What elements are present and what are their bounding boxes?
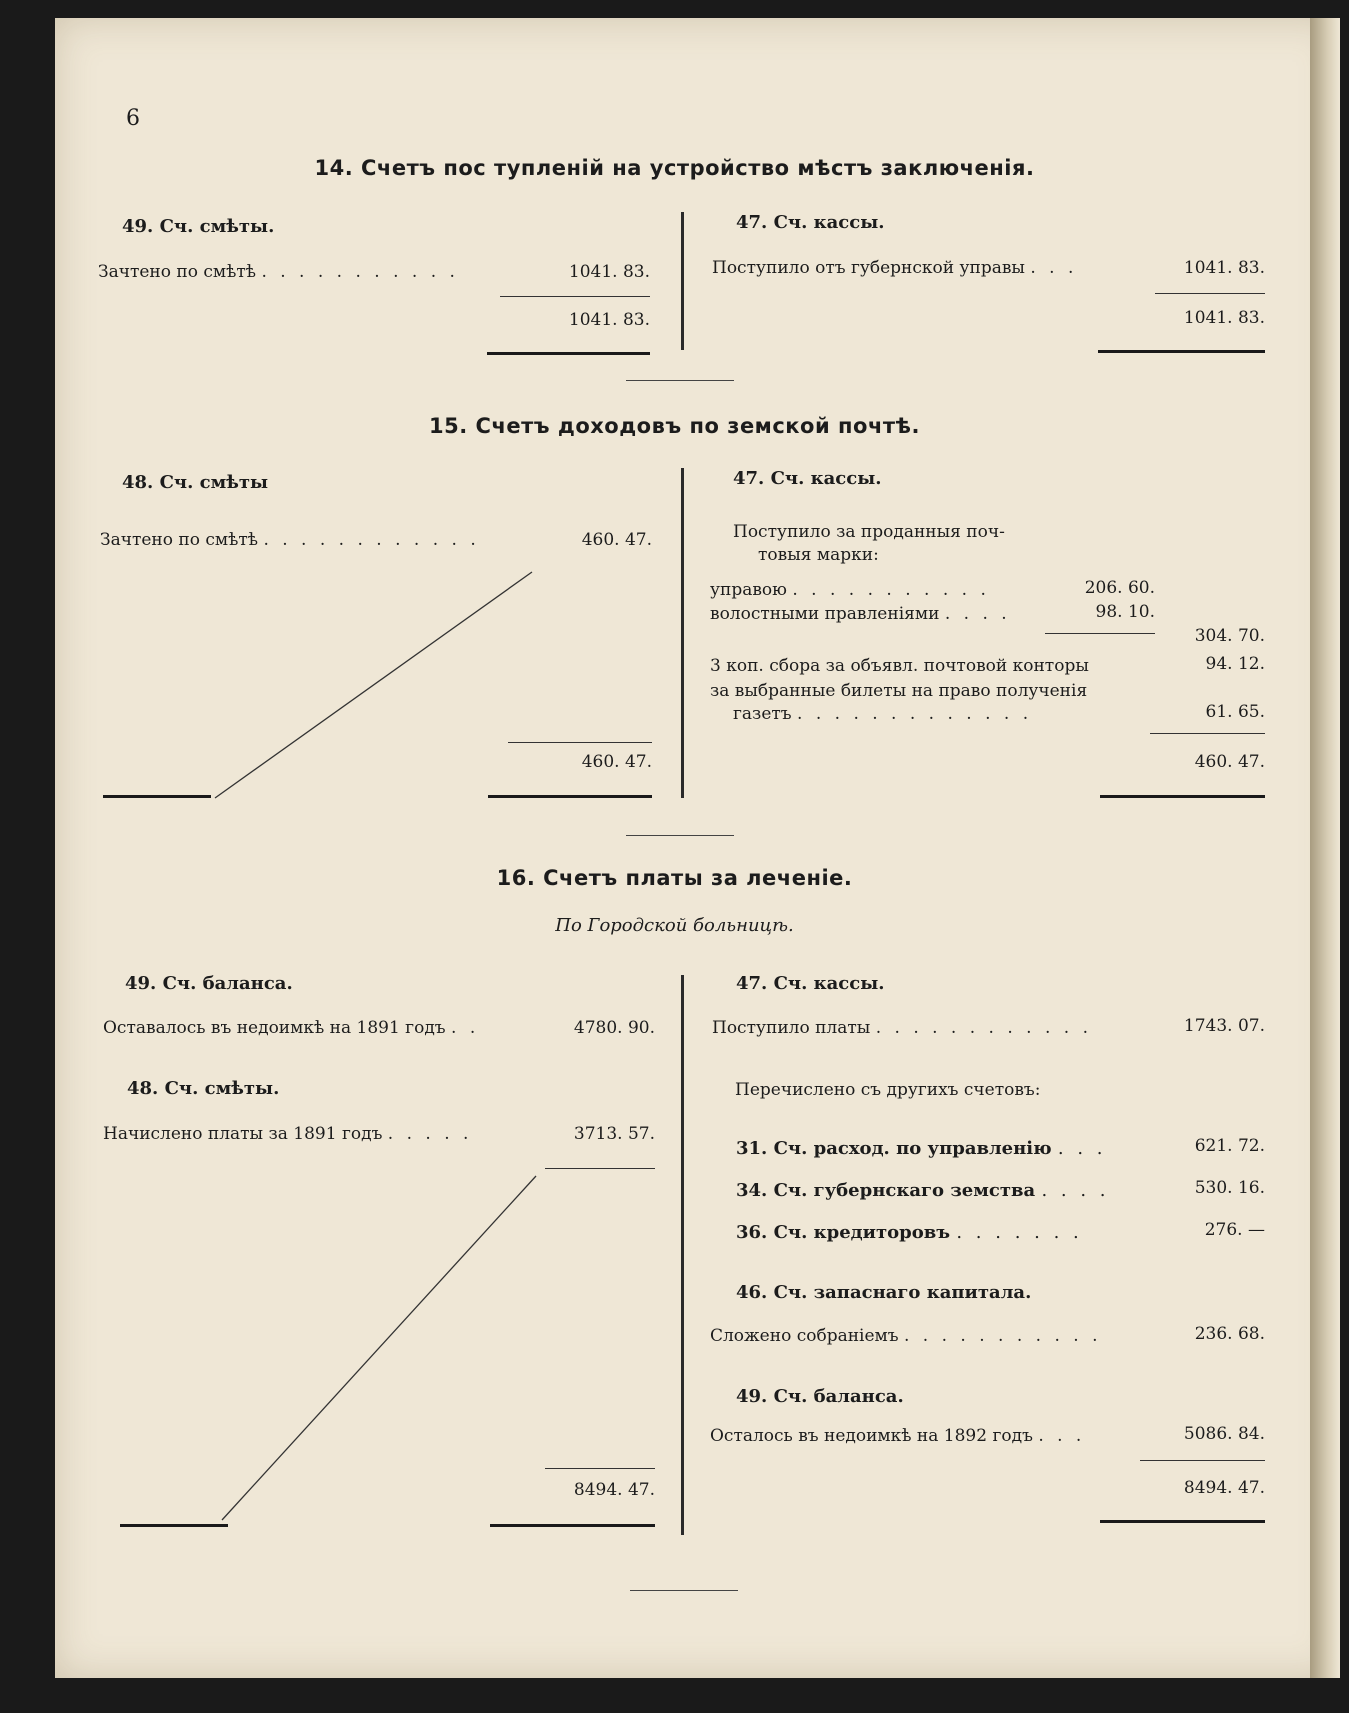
s15-row3a: за выбранные билеты на право полученія bbox=[710, 681, 1088, 701]
s16-left-head2: 48. Сч. смѣты. bbox=[127, 1078, 280, 1099]
s16-right-row4: 36. Сч. кредиторовъ . . . . . . . bbox=[736, 1222, 1083, 1243]
s16-right-head3: 46. Сч. запаснаго капитала. bbox=[736, 1282, 1032, 1303]
s16-right-row5: Сложено собраніемъ . . . . . . . . . . . bbox=[710, 1326, 1102, 1346]
s16-right-total: 8494. 47. bbox=[1183, 1478, 1265, 1498]
s16-left-rule bbox=[545, 1468, 655, 1469]
s14-right-total: 1041. 83. bbox=[1183, 308, 1265, 328]
s16-right-head2: Перечислено съ другихъ счетовъ: bbox=[735, 1080, 1041, 1100]
s15-right-head: 47. Сч. кассы. bbox=[733, 468, 882, 489]
s16-left-row2: Начислено платы за 1891 годъ . . . . . bbox=[103, 1124, 473, 1144]
s15-sub2: волостными правленіями . . . . bbox=[710, 604, 1011, 624]
s16-right-amount2: 621. 72. bbox=[1194, 1136, 1265, 1156]
s16-right-head1: 47. Сч. кассы. bbox=[736, 973, 885, 994]
s16-right-amount1: 1743. 07. bbox=[1183, 1016, 1265, 1036]
s16-left-amount2: 3713. 57. bbox=[573, 1124, 655, 1144]
s14-left-total: 1041. 83. bbox=[568, 310, 650, 330]
s15-sub1-amount: 206. 60. bbox=[1084, 578, 1155, 598]
section-16-title: 16. Счетъ платы за леченіе. bbox=[496, 866, 853, 890]
s15-intro-line1: Поступило за проданныя поч- bbox=[733, 522, 1005, 542]
s15-sum1: 304. 70. bbox=[1194, 626, 1265, 646]
s15-intro-line2: товыя марки: bbox=[758, 545, 879, 565]
s16-right-amount3: 530. 16. bbox=[1194, 1178, 1265, 1198]
s14-right-amount: 1041. 83. bbox=[1183, 258, 1265, 278]
s16-separator bbox=[630, 1590, 738, 1591]
s15-row3-amount: 61. 65. bbox=[1205, 702, 1265, 722]
s14-left-row: Зачтено по смѣтѣ . . . . . . . . . . . bbox=[98, 262, 459, 282]
s16-left-double-rule bbox=[490, 1524, 655, 1527]
s16-right-rule bbox=[1140, 1460, 1265, 1461]
s14-right-head: 47. Сч. кассы. bbox=[736, 212, 885, 233]
s14-left-amount: 1041. 83. bbox=[568, 262, 650, 282]
s16-right-head4: 49. Сч. баланса. bbox=[736, 1386, 904, 1407]
s15-left-total: 460. 47. bbox=[581, 752, 652, 772]
s16-left-total: 8494. 47. bbox=[573, 1480, 655, 1500]
s16-right-double-rule bbox=[1100, 1520, 1265, 1523]
s15-row3b: газетъ . . . . . . . . . . . . . bbox=[733, 704, 1033, 724]
s15-left-head: 48. Сч. смѣты bbox=[122, 472, 269, 493]
s14-left-head: 49. Сч. смѣты. bbox=[122, 216, 275, 237]
s16-right-row1: Поступило платы . . . . . . . . . . . . bbox=[712, 1018, 1092, 1038]
s16-left-amount1: 4780. 90. bbox=[573, 1018, 655, 1038]
s15-right-total: 460. 47. bbox=[1194, 752, 1265, 772]
s16-left-underline bbox=[120, 1524, 228, 1527]
section-16-subtitle: По Городской больницѣ. bbox=[555, 915, 794, 936]
s16-right-amount6: 5086. 84. bbox=[1183, 1424, 1265, 1444]
s16-right-row3: 34. Сч. губернскаго земства . . . . bbox=[736, 1180, 1110, 1201]
s15-sub2-amount: 98. 10. bbox=[1095, 602, 1155, 622]
s16-left-head1: 49. Сч. баланса. bbox=[125, 973, 293, 994]
s15-left-amount: 460. 47. bbox=[581, 530, 652, 550]
s15-sub1: управою . . . . . . . . . . . bbox=[710, 580, 990, 600]
s16-left-row1: Оставалось въ недоимкѣ на 1891 годъ . . bbox=[103, 1018, 480, 1038]
s16-right-row6: Осталось въ недоимкѣ на 1892 годъ . . . bbox=[710, 1426, 1086, 1446]
section-14-title: 14. Счетъ пос тупленій на устройство мѣстъ заключенія. bbox=[314, 156, 1035, 180]
s15-left-row: Зачтено по смѣтѣ . . . . . . . . . . . . bbox=[100, 530, 480, 550]
s16-right-row2: 31. Сч. расход. по управленію . . . bbox=[736, 1138, 1107, 1159]
s16-right-amount5: 236. 68. bbox=[1194, 1324, 1265, 1344]
page-number: 6 bbox=[126, 106, 140, 131]
s14-right-row: Поступило отъ губернской управы . . . bbox=[712, 258, 1078, 278]
s16-right-amount4: 276. — bbox=[1204, 1220, 1265, 1240]
s15-row2-amount: 94. 12. bbox=[1205, 654, 1265, 674]
s15-row2: 3 коп. сбора за объявл. почтовой конторы bbox=[710, 656, 1089, 676]
section-15-title: 15. Счетъ доходовъ по земской почтѣ. bbox=[429, 414, 920, 438]
